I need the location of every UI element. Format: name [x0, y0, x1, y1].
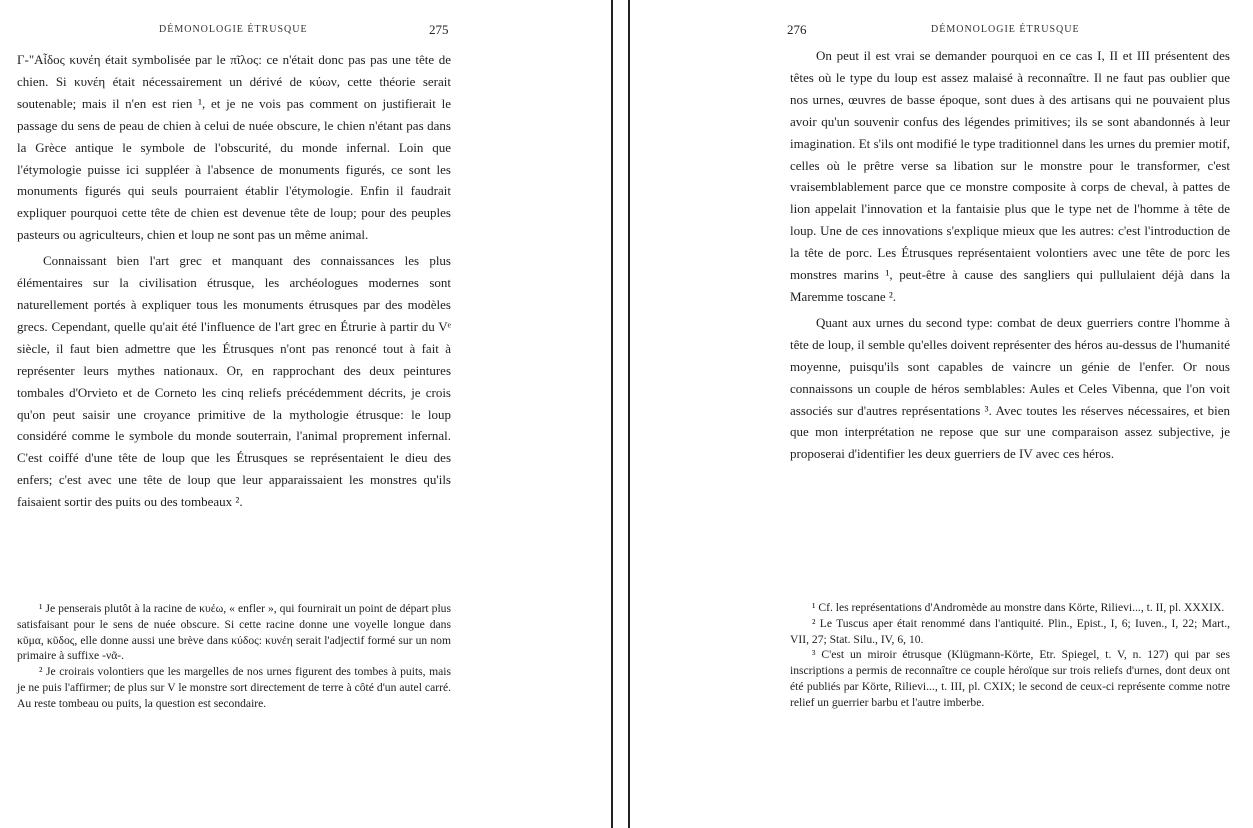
footnote: ¹ Je penserais plutôt à la racine de κυέω, « enfler », qui fournirait un point de départ plus satisfaisant pour le sens de nuée obscure. Si cette racine donne une voyelle longue dans κῦμα, κῦδος, elle donne aussi une brève dans κύδος: κυνέη serait l'adjectif formé sur un nom primaire à suffixe -νᾶ-.: [17, 602, 451, 663]
footnotes: [790, 600, 1230, 711]
running-head: DÉMONOLOGIE ÉTRUSQUE: [931, 24, 1080, 35]
footnote: ³ C'est un miroir étrusque (Klügmann-Körte, Etr. Spiegel, t. V, n. 127) qui par ses inscriptions a permis de reconnaître ce couple héroïque sur trois reliefs d'urnes, dont deux ont été publiés par Körte, Rilievi..., t. III, pl. CXIX; le second de ceux-ci représente comme notre relief un guerrier barbu et l'autre imberbe.: [790, 648, 1230, 709]
paragraph: Connaissant bien l'art grec et manquant des connaissances les plus élémentaires sur la civilisation étrusque, les archéologues modernes sont naturellement portés à expliquer tous les monuments étrusques par des modèles grecs. Cependant, quelle qu'ait été l'influence de l'art grec en Étrurie à partir du Vᵉ siècle, il faut bien admettre que les Étrusques n'ont pas renoncé tout à fait à représenter leurs mythes nationaux. Or, en rapprochant des deux peintures tombales d'Orvieto et de Corneto les cinq reliefs précédemment décrits, je crois qu'on peut saisir une croyance primitive de la mythologie étrusque: le loup considéré comme le symbole du monde souterrain, l'animal proprement infernal. C'est coiffé d'une tête de loup que les Étrusques se représentaient le dieu des enfers; c'est avec une tête de loup que leur apparaissaient les monstres qu'ils faisaient sortir des puits ou des tombeaux ².: [17, 253, 451, 510]
body-text: [17, 49, 451, 517]
paragraph: Γ-"Αἶδος κυνέη était symbolisée par le πῖλος: ce n'était donc pas pas une tête de chien. Si κυνέη était nécessairement un dérivé de κύων, cette théorie serait soutenable; mais il n'en est rien ¹, et je ne vois pas comment on justifierait le passage du sens de peau de chien à celui de nuée obscure, le chien n'étant pas dans la Grèce antique le symbole de l'obscurité, du monde infernal. Loin que l'étymologie puisse ici suppléer à l'absence de monuments figurés, ce sont les monuments figurés qui seuls pourraient établir l'étymologie. Enfin il faudrait expliquer pourquoi cette tête de chien est devenue tête de loup; pour des peuples pasteurs ou agriculteurs, chien et loup ne sont pas un même animal.: [17, 52, 451, 243]
running-head: DÉMONOLOGIE ÉTRUSQUE: [159, 24, 308, 35]
paragraph: Quant aux urnes du second type: combat de deux guerriers contre l'homme à tête de loup, il semble qu'elles doivent représenter des héros au-dessus de l'humanité moyenne, puisqu'ils sont capables de vaincre un génie de l'enfer. Or nous connaissons un couple de héros semblables: Aules et Celes Vibenna, que l'on voit associés sur d'autres représentations ³. Avec toutes les réserves nécessaires, et bien que mon interprétation ne repose que sur une comparaison assez subjective, je proposerai d'identifier les deux guerriers de IV avec ces héros.: [790, 314, 1230, 462]
page-gutter-right: [628, 0, 630, 828]
footnotes: [17, 601, 451, 712]
page-number: 275: [429, 22, 449, 37]
footnote: ² Le Tuscus aper était renommé dans l'antiquité. Plin., Epist., I, 6; Iuven., I, 22; Mart., VII, 27; Stat. Silu., IV, 6, 10.: [790, 616, 1230, 646]
footnote: ¹ Cf. les représentations d'Andromède au monstre dans Körte, Rilievi..., t. II, pl. XXXIX.: [812, 601, 1225, 614]
paragraph: On peut il est vrai se demander pourquoi en ce cas I, II et III présentent des têtes où le type du loup est assez malaisé à reconnaître. Il ne faut pas oublier que nos urnes, œuvres de basse époque, sont dues à des artisans qui ne pouvaient plus avoir qu'un souvenir confus des légendes primitives; ils se sont abandonnés à leur imagination. Et s'ils ont modifié le type traditionnel dans les urnes du premier motif, celles où le prêtre verse sa libation sur le monstre pour le transformer, c'est vraisemblablement parce que ce monstre composite à corps de cheval, à pattes de lion appelait l'innovation et la fantaisie plus que le type net de l'homme à tête de loup. Une de ces innovations s'explique mieux que les autres: c'est l'introduction de la tête de porc. Les Étrusques représentaient volontiers avec une tête de porc les monstres marins ¹, peut-être à cause des sangliers qui pullulaient déjà dans la Maremme toscane ².: [790, 48, 1230, 304]
footnote: ² Je croirais volontiers que les margelles de nos urnes figurent des tombes à puits, mais je ne puis l'affirmer; de plus sur V le monstre sort directement de terre à côté d'un autel carré. Au reste tombeau ou puits, la question est secondaire.: [17, 665, 451, 710]
page-number: 276: [787, 22, 807, 37]
body-text: [790, 45, 1230, 469]
page-gutter-left: [611, 0, 613, 828]
